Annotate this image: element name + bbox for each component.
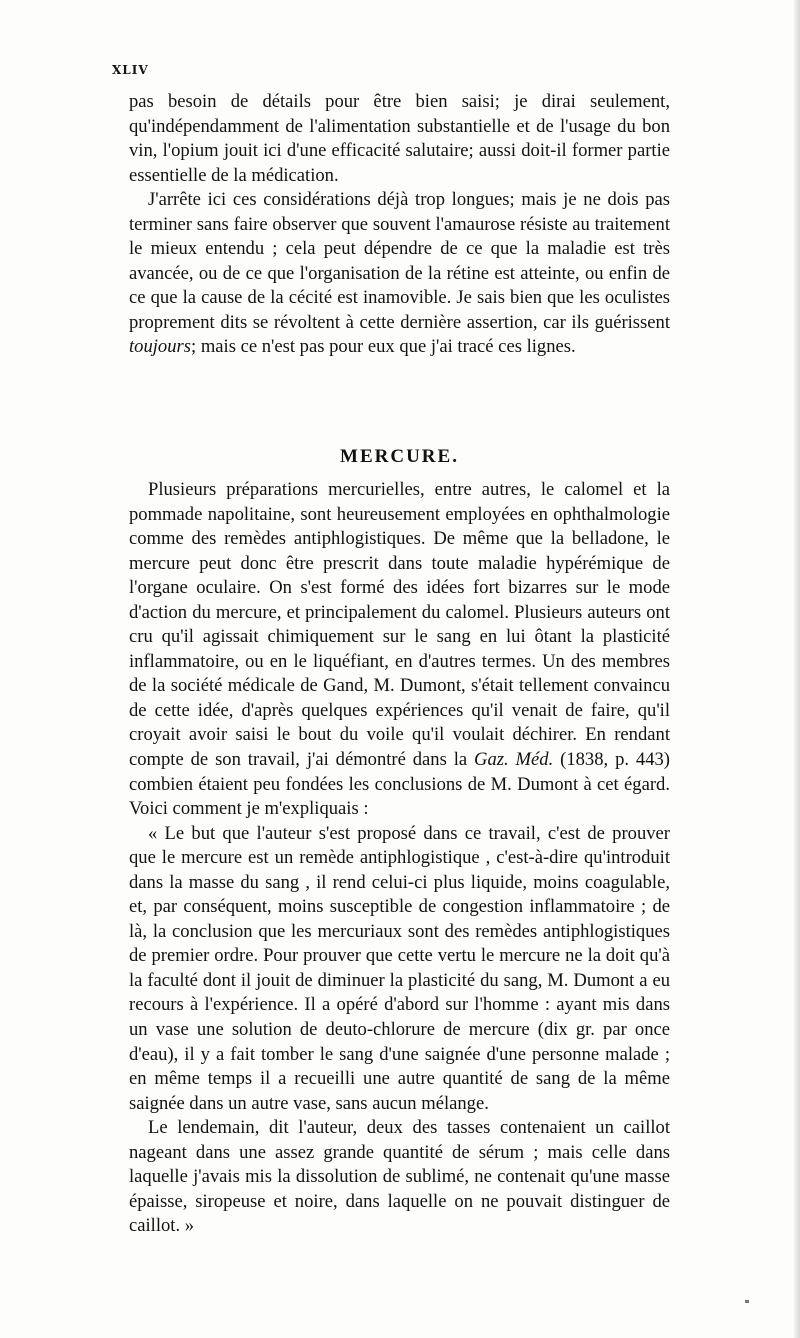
page-edge-shadow <box>794 0 800 1338</box>
top-text-block <box>129 90 670 360</box>
paragraph-lendemain: Le lendemain, dit l'auteur, deux des tasses contenaient un caillot nageant dans une assez grande quantité de sérum ; mais celle dans laquelle j'avais mis la dissolution de sublimé, ne contenait qu'une masse épaisse, siropeuse et noire, dans laquelle on ne pouvait distinguer de caillot. » <box>129 1117 670 1237</box>
section-heading: MERCURE. <box>340 446 459 467</box>
italic-run: toujours <box>129 336 191 358</box>
ink-speck <box>745 1300 749 1303</box>
italic-citation: Gaz. Méd. <box>474 749 554 771</box>
paragraph-quotation: « Le but que l'auteur s'est proposé dans ce travail, c'est de prouver que le mercure est un remède antiphlogistique , c'est-à-dire qu'introduit dans la masse du sang , il rend celui-ci plus liquide, moins coagulable, et, par conséquent, moins susceptible de congestion inflammatoire ; de là, la conclusion que les mercuriaux sont des remèdes antiphlogistiques de premier ordre. Pour prouver que cette vertu le mercure ne la doit qu'à la faculté dont il jouit de diminuer la plasticité du sang, M. Dumont a eu recours à l'expérience. Il a opéré d'abord sur l'homme : ayant mis dans un vase une solution de deuto-chlorure de mercure (dix gr. par once d'eau), il y a fait tomber le sang d'une saignée d'une personne malade ; en même temps il a recueilli une autre quantité de sang de la même saignée dans un autre vase, sans aucun mélange. <box>129 822 670 1114</box>
text-run: J'arrête ici ces considérations déjà trop longues; mais je ne dois pas terminer sans faire observer que souvent l'amaurose résiste au traitement le mieux entendu ; cela peut dépendre de ce que la maladie est très avancée, ou de ce que l'organisation de la rétine est atteinte, ou enfin de ce que la cause de la cécité est inamovible. Je sais bien que les oculistes proprement dits se révoltent à cette dernière assertion, car ils guérissent <box>129 189 670 333</box>
text-run: ; mais ce n'est pas pour eux que j'ai tracé ces lignes. <box>191 336 576 358</box>
paragraph-continuation: pas besoin de détails pour être bien saisi; je dirai seulement, qu'indépendamment de l'alimentation substantielle et de l'usage du bon vin, l'opium jouit ici d'une efficacité salutaire; aussi doit-il former partie essentielle de la médication. <box>129 91 670 186</box>
page-number: XLIV <box>112 63 149 77</box>
paragraph-amaurose <box>129 188 670 360</box>
text-run: (1838, p. 443) combien étaient peu fondées les conclusions de M. Dumont à cet égard. Voici comment je m'expliquais : <box>129 749 670 820</box>
bottom-text-block <box>129 478 670 1239</box>
paragraph-mercure <box>129 478 670 822</box>
text-run: Plusieurs préparations mercurielles, entre autres, le calomel et la pommade napolitaine, sont heureusement employées en ophthalmologie comme des remèdes antiphlogistiques. De même que la belladone, le mercure peut donc être prescrit dans toute maladie hypérémique de l'organe oculaire. On s'est formé des idées fort bizarres sur le mode d'action du mercure, et principalement du calomel. Plusieurs auteurs ont cru qu'il agissait chimiquement sur le sang en lui ôtant la plasticité inflammatoire, ou en le liquéfiant, en d'autres termes. Un des membres de la société médicale de Gand, M. Dumont, s'était tellement convaincu de cette idée, d'après quelques expériences qu'il venait de faire, qu'il croyait avoir saisi le bout du voile qu'il voulait déchirer. En rendant compte de son travail, j'ai démontré dans la <box>129 479 670 771</box>
